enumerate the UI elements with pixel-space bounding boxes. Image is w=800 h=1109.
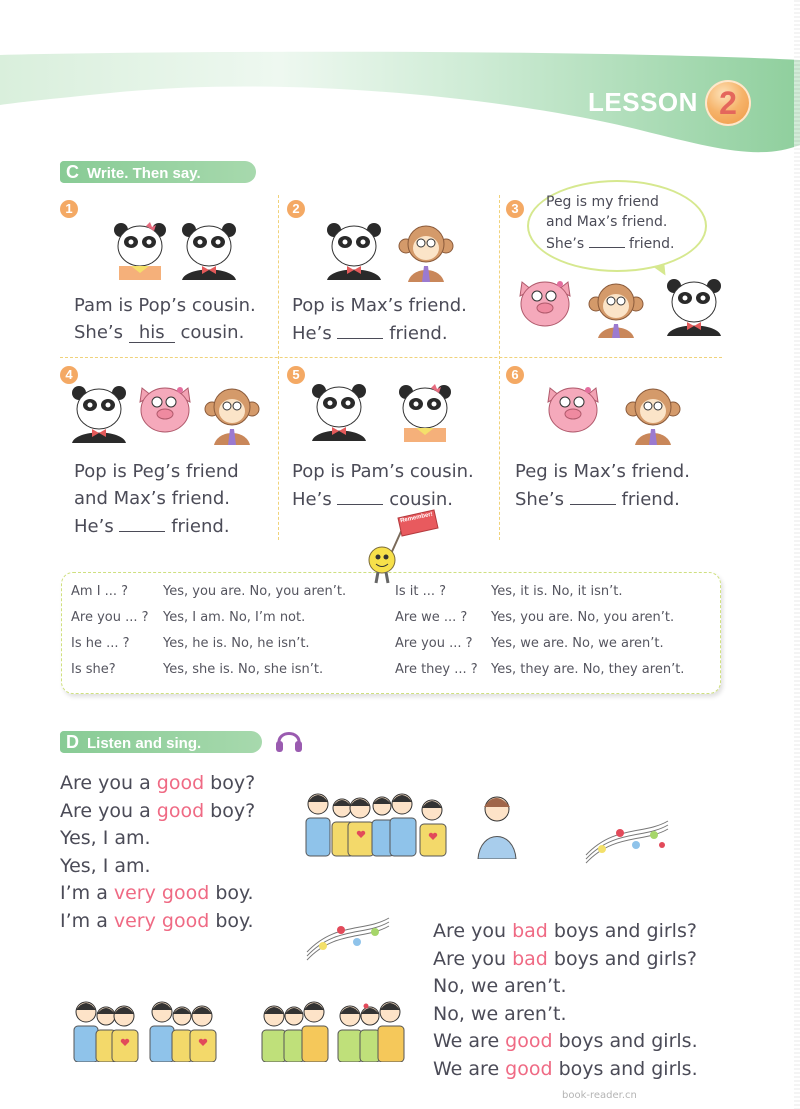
song-line — [433, 1056, 698, 1084]
exercise-1-answer-field[interactable]: his — [129, 323, 175, 343]
monkey-illustration — [398, 222, 454, 282]
watermark: book-reader.cn — [562, 1090, 637, 1101]
lyric-text: boy. — [209, 882, 254, 904]
grammar-answer: Yes, I am. No, I’m not. — [163, 610, 306, 625]
lyric-text: No, we aren’t. — [433, 975, 567, 997]
exercise-5-line1: Pop is Pam’s cousin. — [292, 461, 474, 482]
grammar-answer: Yes, you are. No, you aren’t. — [163, 584, 347, 599]
lyric-text: boy? — [204, 799, 256, 822]
exercise-2-text — [292, 292, 467, 347]
exercise-2-line1: Pop is Max’s friend. — [292, 295, 467, 316]
bubble-line1: Peg is my friend — [546, 194, 659, 210]
lyric-text: We are — [433, 1057, 506, 1080]
exercise-4-suffix: friend. — [171, 516, 230, 537]
grammar-question: Are you ... ? — [395, 636, 473, 651]
lyric-text: boys and girls. — [552, 1057, 698, 1080]
exercise-1-suffix: cousin. — [180, 322, 245, 343]
exercise-5-number: 5 — [287, 366, 305, 384]
lyric-highlight: good — [505, 1030, 553, 1052]
lyric-highlight: good — [156, 799, 205, 822]
song-line — [60, 853, 255, 881]
exercise-3-answer-field[interactable] — [589, 232, 625, 248]
exercise-1-number: 1 — [60, 200, 78, 218]
grammar-answer: Yes, they are. No, they aren’t. — [491, 662, 685, 677]
children-choir-illustration — [302, 790, 450, 858]
grammar-question: Are you ... ? — [71, 610, 149, 625]
song-line — [433, 973, 698, 1001]
exercise-4-prefix: He’s — [74, 516, 114, 537]
section-c-title: Write. Then say. — [87, 165, 201, 182]
lyric-text: No, we aren’t. — [433, 1002, 567, 1025]
panda-boy-illustration — [325, 222, 383, 280]
bubble-prefix: She’s — [546, 236, 585, 252]
exercise-2-answer-field[interactable] — [337, 319, 383, 339]
lyric-text: boys and girls? — [547, 920, 697, 942]
grid-divider — [60, 357, 722, 358]
lyric-text: Are you a — [60, 799, 157, 822]
section-d-title: Listen and sing. — [87, 735, 202, 752]
exercise-6-number: 6 — [506, 366, 524, 384]
lyric-text: boy. — [209, 909, 254, 932]
speech-bubble-text — [546, 192, 674, 254]
monkey-illustration — [204, 385, 260, 445]
lyric-text: I’m a — [60, 909, 114, 932]
exercise-3-number: 3 — [506, 200, 524, 218]
song-line — [60, 825, 255, 853]
lyric-highlight: very good — [113, 882, 210, 904]
grammar-question: Is she? — [71, 662, 116, 677]
lyric-highlight: good — [505, 1057, 553, 1080]
panda-boy-illustration — [70, 385, 128, 443]
monkey-illustration — [625, 385, 681, 445]
lyric-text: Yes, I am. — [60, 827, 151, 849]
song-verse-1 — [60, 770, 255, 935]
panda-girl-illustration — [113, 222, 167, 280]
lyric-text: boy? — [204, 772, 256, 794]
exercise-6-text — [515, 458, 690, 513]
song-line — [60, 770, 255, 798]
exercise-5-prefix: He’s — [292, 489, 332, 510]
exercise-2-prefix: He’s — [292, 323, 332, 344]
grammar-question: Are they ... ? — [395, 662, 478, 677]
panda-girl-illustration — [398, 383, 452, 443]
bubble-line2: and Max’s friend. — [546, 214, 668, 230]
grammar-question: Is he ... ? — [71, 636, 130, 651]
grammar-question: Am I ... ? — [71, 584, 129, 599]
lyric-text: boys and girls. — [552, 1030, 698, 1052]
grid-divider — [278, 195, 279, 540]
children-choir-illustration — [258, 998, 408, 1062]
exercise-4-line1: Pop is Peg’s friend — [74, 461, 239, 482]
lyric-highlight: good — [156, 772, 205, 794]
lesson-title: LESSON — [588, 87, 698, 117]
song-line — [433, 946, 698, 974]
section-c-letter: C — [66, 162, 79, 182]
song-line — [60, 880, 255, 908]
exercise-6-suffix: friend. — [621, 489, 680, 510]
section-c-header — [60, 161, 256, 183]
song-line — [433, 1001, 698, 1029]
pig-illustration — [544, 383, 602, 443]
exercise-5-text — [292, 458, 474, 513]
grammar-answer: Yes, she is. No, she isn’t. — [163, 662, 324, 677]
lyric-highlight: bad — [512, 947, 548, 970]
remember-flag-text: Remember! — [399, 511, 434, 525]
exercise-6-line1: Peg is Max’s friend. — [515, 461, 690, 482]
section-d-letter: D — [66, 732, 79, 752]
lyric-highlight: bad — [512, 920, 548, 942]
exercise-5-answer-field[interactable] — [337, 485, 383, 505]
song-line — [433, 1028, 698, 1056]
song-line — [433, 918, 698, 946]
exercise-2-suffix: friend. — [389, 323, 448, 344]
lyric-text: Are you a — [60, 772, 157, 794]
exercise-1-line1: Pam is Pop’s cousin. — [74, 295, 256, 316]
exercise-2-number: 2 — [287, 200, 305, 218]
lyric-highlight: very good — [113, 909, 210, 932]
song-verse-2 — [433, 918, 698, 1083]
grammar-answer: Yes, we are. No, we aren’t. — [491, 636, 664, 651]
lesson-number-badge: 2 — [705, 80, 751, 126]
bubble-suffix: friend. — [629, 236, 675, 252]
panda-boy-illustration — [180, 222, 238, 280]
exercise-4-line2: and Max’s friend. — [74, 488, 230, 509]
exercise-4-answer-field[interactable] — [119, 512, 165, 532]
exercise-1-text — [74, 292, 256, 346]
teacher-illustration — [474, 793, 520, 859]
section-d-header — [60, 731, 262, 753]
grammar-answer: Yes, he is. No, he isn’t. — [163, 636, 310, 651]
exercise-5-suffix: cousin. — [389, 489, 454, 510]
pig-illustration — [136, 383, 194, 443]
grammar-answer: Yes, you are. No, you aren’t. — [491, 610, 675, 625]
children-choir-illustration — [70, 998, 220, 1062]
exercise-4-text — [74, 458, 239, 540]
panda-boy-illustration — [310, 383, 368, 441]
lyric-text: Are you — [433, 920, 513, 942]
headphones-icon[interactable] — [274, 726, 304, 754]
pig-illustration — [516, 278, 574, 336]
grammar-question: Are we ... ? — [395, 610, 468, 625]
lyric-text: Are you — [433, 947, 513, 970]
music-notes-illustration — [305, 912, 391, 962]
music-notes-illustration — [584, 815, 670, 865]
exercise-6-prefix: She’s — [515, 489, 565, 510]
monkey-illustration — [588, 280, 644, 338]
song-line — [60, 908, 255, 936]
lyric-text: boys and girls? — [547, 947, 697, 970]
grid-divider — [499, 195, 500, 540]
page-edge — [794, 0, 800, 1109]
lyric-text: I’m a — [60, 882, 114, 904]
grammar-question: Is it ... ? — [395, 584, 447, 599]
panda-boy-illustration — [665, 278, 723, 336]
exercise-4-number: 4 — [60, 366, 78, 384]
grammar-answer: Yes, it is. No, it isn’t. — [491, 584, 623, 599]
lyric-text: Yes, I am. — [60, 854, 151, 877]
exercise-6-answer-field[interactable] — [570, 485, 616, 505]
lyric-text: We are — [433, 1030, 506, 1052]
song-line — [60, 798, 255, 826]
exercise-1-prefix: She’s — [74, 322, 124, 343]
